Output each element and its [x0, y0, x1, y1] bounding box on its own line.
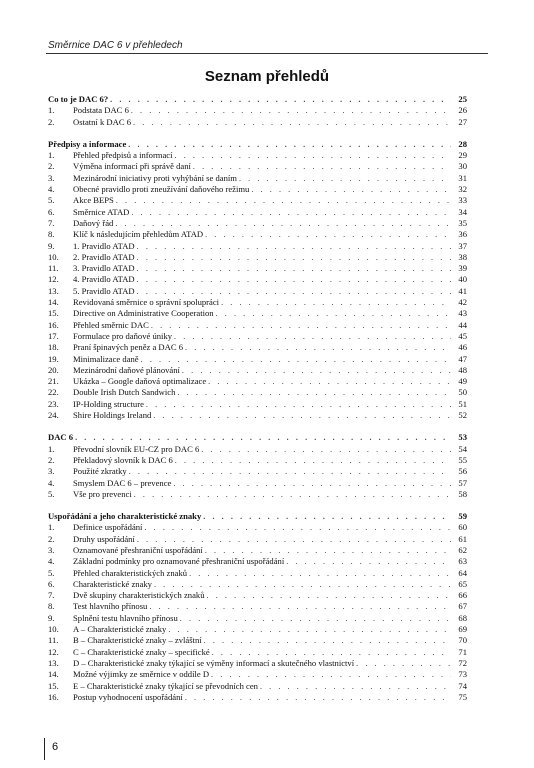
- dot-leader: [128, 139, 451, 150]
- toc-page-number: 30: [458, 161, 467, 172]
- toc-entry-title: Shire Holdings Ireland: [73, 410, 152, 421]
- dot-leader: [168, 624, 451, 635]
- toc-entry-number: 5.: [48, 195, 55, 206]
- toc-section-title: Uspořádání a jeho charakteristické znaky: [48, 511, 202, 522]
- toc-entry-number: 14.: [48, 669, 59, 680]
- dot-leader: [110, 94, 451, 105]
- toc-page-number: 38: [458, 251, 467, 262]
- toc-entry: [48, 534, 467, 545]
- toc-entry-number: 10.: [48, 624, 59, 635]
- dot-leader: [115, 218, 451, 229]
- toc-entry-title: Ukázka – Google daňová optimalizace: [73, 376, 207, 387]
- toc-entry-title: Postup vyhodnocení uspořádání: [73, 691, 183, 702]
- dot-leader: [144, 522, 451, 533]
- toc-entry-number: 4.: [48, 184, 55, 195]
- toc-entry-title: C – Charakteristické znaky – specifické: [73, 646, 210, 657]
- toc-entry-title: Použité zkratky: [73, 466, 127, 477]
- toc-entry: [48, 635, 467, 646]
- toc-entry-title: 1. Pravidlo ATAD: [73, 240, 135, 251]
- toc-page-number: 54: [458, 443, 467, 454]
- toc-entry-title: 2. Pravidlo ATAD: [73, 251, 135, 262]
- toc-entry-title: Revidovaná směrnice o správní spolupráci: [73, 297, 220, 308]
- dot-leader: [205, 229, 451, 240]
- toc-section-heading: [48, 511, 467, 522]
- toc-entry-number: 3.: [48, 466, 55, 477]
- toc-entry-number: 20.: [48, 364, 59, 375]
- toc-entry-number: 1.: [48, 150, 55, 161]
- toc-entry-title: Překladový slovník k DAC 6: [73, 454, 173, 465]
- toc-entry: [48, 342, 467, 353]
- toc-entry-number: 15.: [48, 680, 59, 691]
- dot-leader: [239, 173, 451, 184]
- toc-entry-title: Přehled předpisů a informací: [73, 150, 173, 161]
- toc-entry: [48, 466, 467, 477]
- page-number: 6: [52, 741, 59, 753]
- toc-entry-title: D – Charakteristické znaky týkající se výměny informací a skutečného vlastnictví: [73, 657, 355, 668]
- toc-page-number: 55: [458, 454, 467, 465]
- toc-entry: [48, 184, 467, 195]
- header-rule: [46, 53, 488, 54]
- toc-page-number: 64: [458, 567, 467, 578]
- toc-entry-number: 7.: [48, 217, 55, 228]
- dot-leader: [134, 489, 451, 500]
- toc-page-number: 65: [458, 578, 467, 589]
- dot-leader: [189, 568, 451, 579]
- toc-entry: [48, 308, 467, 319]
- toc-section-title: Co to je DAC 6?: [48, 94, 109, 104]
- toc-entry-title: Smyslem DAC 6 – prevence: [73, 477, 172, 488]
- dot-leader: [75, 432, 451, 443]
- toc-page-number: 58: [458, 488, 467, 499]
- toc-page-number: 28: [458, 138, 467, 149]
- toc-entry-title: Základní podmínky pro oznamované přeshraniční uspořádání: [73, 556, 285, 567]
- toc-entry-number: 2.: [48, 161, 55, 172]
- toc-entry-number: 17.: [48, 330, 59, 341]
- toc-entry: [48, 601, 467, 612]
- toc-page-number: 42: [458, 297, 467, 308]
- toc-page-number: 75: [458, 691, 467, 702]
- toc-entry-title: A – Charakteristické znaky: [73, 624, 167, 635]
- toc-entry: [48, 522, 467, 533]
- dot-leader: [221, 297, 451, 308]
- toc-entry-title: Oznamované přeshraniční uspořádání: [73, 544, 203, 555]
- toc-entry-title: E – Charakteristické znaky týkající se převodních cen: [73, 680, 258, 691]
- toc-entry-number: 22.: [48, 387, 59, 398]
- toc-entry-number: 14.: [48, 297, 59, 308]
- toc-entry-number: 6.: [48, 578, 55, 589]
- toc-entry: [48, 161, 467, 172]
- toc-entry-title: Přehled charakteristických znaků: [73, 567, 188, 578]
- dot-leader: [149, 601, 451, 612]
- toc-entry-title: Splnění testu hlavního přínosu: [73, 612, 178, 623]
- toc-section: [48, 432, 467, 500]
- toc-entry: [48, 117, 467, 128]
- toc-page-number: 53: [458, 432, 467, 443]
- toc-entry-number: 8.: [48, 229, 55, 240]
- dot-leader: [131, 105, 451, 116]
- toc-entry-title: Klíč k následujícím přehledům ATAD: [73, 229, 204, 240]
- toc-entry-title: Možné výjimky ze směrnice v oddíle D: [73, 669, 210, 680]
- dot-leader: [137, 241, 451, 252]
- toc-entry: [48, 658, 467, 669]
- dot-leader: [137, 286, 451, 297]
- toc-page-number: 63: [458, 556, 467, 567]
- dot-leader: [212, 647, 451, 658]
- dot-leader: [133, 117, 451, 128]
- toc-entry-number: 2.: [48, 454, 55, 465]
- toc-entry-number: 19.: [48, 353, 59, 364]
- toc-entry: [48, 590, 467, 601]
- toc-page-number: 73: [458, 669, 467, 680]
- toc-page-number: 61: [458, 533, 467, 544]
- toc-entry-number: 4.: [48, 477, 55, 488]
- dot-leader: [185, 692, 451, 703]
- toc-entry-title: Přehled směrnic DAC: [73, 319, 149, 330]
- toc-page-number: 39: [458, 263, 467, 274]
- toc-entry: [48, 365, 467, 376]
- toc-entry-number: 5.: [48, 567, 55, 578]
- dot-leader: [175, 455, 451, 466]
- toc-entry: [48, 624, 467, 635]
- dot-leader: [251, 184, 451, 195]
- dot-leader: [356, 658, 451, 669]
- toc-page-number: 33: [458, 195, 467, 206]
- dot-leader: [216, 308, 451, 319]
- dot-leader: [180, 613, 451, 624]
- toc-entry-title: Daňový řád: [73, 217, 114, 228]
- toc-entry-title: Podstata DAC 6: [73, 105, 129, 116]
- toc-entry: [48, 681, 467, 692]
- toc-page-number: 35: [458, 217, 467, 228]
- dot-leader: [286, 556, 451, 567]
- toc-entry: [48, 218, 467, 229]
- toc-entry-number: 16.: [48, 691, 59, 702]
- dot-leader: [175, 150, 451, 161]
- toc-page-number: 48: [458, 364, 467, 375]
- dot-leader: [182, 365, 451, 376]
- toc-entry: [48, 579, 467, 590]
- toc-page-number: 72: [458, 657, 467, 668]
- toc-page-number: 74: [458, 680, 467, 691]
- toc-page-number: 34: [458, 206, 467, 217]
- dot-leader: [137, 274, 451, 285]
- toc-entry-title: Minimalizace daně: [73, 353, 139, 364]
- toc-entry-title: Definice uspořádání: [73, 522, 143, 533]
- toc-entry-number: 1.: [48, 443, 55, 454]
- toc-entry: [48, 556, 467, 567]
- toc-entry-number: 3.: [48, 172, 55, 183]
- toc-section: [48, 94, 467, 128]
- dot-leader: [116, 195, 451, 206]
- toc-page-number: 68: [458, 612, 467, 623]
- toc-entry: [48, 669, 467, 680]
- toc-entry-title: 4. Pravidlo ATAD: [73, 274, 135, 285]
- toc-entry: [48, 354, 467, 365]
- toc-entry: [48, 545, 467, 556]
- toc-entry-number: 6.: [48, 206, 55, 217]
- toc-entry: [48, 692, 467, 703]
- toc-entry-number: 8.: [48, 601, 55, 612]
- dot-leader: [204, 635, 451, 646]
- page-title: Seznam přehledů: [204, 68, 330, 85]
- toc-entry-number: 13.: [48, 657, 59, 668]
- toc-entry: [48, 387, 467, 398]
- dot-leader: [153, 410, 451, 421]
- toc-section: [48, 139, 467, 421]
- dot-leader: [185, 342, 451, 353]
- toc-entry-number: 5.: [48, 488, 55, 499]
- toc-page-number: 27: [458, 116, 467, 127]
- toc-entry-number: 1.: [48, 522, 55, 533]
- toc-entry-number: 3.: [48, 544, 55, 555]
- toc-page-number: 46: [458, 342, 467, 353]
- toc-section-title: DAC 6: [48, 432, 74, 443]
- toc-page-number: 25: [458, 94, 467, 104]
- toc-page-number: 49: [458, 376, 467, 387]
- toc-section-title: Předpisy a informace: [48, 138, 127, 149]
- dot-leader: [151, 320, 451, 331]
- toc-entry: [48, 478, 467, 489]
- toc-entry: [48, 286, 467, 297]
- toc-page-number: 71: [458, 646, 467, 657]
- toc-entry-title: Dvě skupiny charakteristických znaků: [73, 590, 205, 601]
- toc-entry-title: 5. Pravidlo ATAD: [73, 285, 135, 296]
- toc-entry-title: Ostatní k DAC 6: [73, 116, 132, 127]
- toc-entry-number: 24.: [48, 410, 59, 421]
- dot-leader: [137, 252, 451, 263]
- toc-entry-title: IP-Holding structure: [73, 398, 144, 409]
- toc-entry-title: B – Charakteristické znaky – zvláštní: [73, 635, 202, 646]
- toc-page-number: 40: [458, 274, 467, 285]
- toc-page-number: 36: [458, 229, 467, 240]
- footer-rule: [44, 738, 45, 760]
- toc-entry: [48, 399, 467, 410]
- toc-page-number: 66: [458, 590, 467, 601]
- toc-page-number: 29: [458, 150, 467, 161]
- dot-leader: [154, 579, 451, 590]
- dot-leader: [173, 478, 451, 489]
- toc-entry-number: 18.: [48, 342, 59, 353]
- toc-entry: [48, 150, 467, 161]
- toc-page-number: 47: [458, 353, 467, 364]
- toc-entry: [48, 410, 467, 421]
- toc-entry-title: Praní špinavých peněz a DAC 6: [73, 342, 184, 353]
- toc-page-number: 60: [458, 522, 467, 533]
- toc-entry: [48, 173, 467, 184]
- toc-section-heading: [48, 432, 467, 443]
- dot-leader: [174, 331, 451, 342]
- toc-entry-number: 4.: [48, 556, 55, 567]
- toc-entry: [48, 376, 467, 387]
- dot-leader: [141, 354, 451, 365]
- toc-section-heading: [48, 94, 467, 105]
- toc-entry-number: 11.: [48, 635, 59, 646]
- toc-page-number: 37: [458, 240, 467, 251]
- toc-page-number: 70: [458, 635, 467, 646]
- toc-entry-title: Mezinárodní iniciativy proti vyhýbání se daním: [73, 172, 237, 183]
- dot-leader: [137, 534, 451, 545]
- toc-page-number: 43: [458, 308, 467, 319]
- table-of-contents: [48, 94, 467, 714]
- toc-entry: [48, 647, 467, 658]
- toc-page-number: 62: [458, 544, 467, 555]
- toc-entry: [48, 229, 467, 240]
- toc-entry: [48, 320, 467, 331]
- toc-entry-title: Výměna informací při správě daní: [73, 161, 191, 172]
- toc-entry-number: 12.: [48, 274, 59, 285]
- toc-entry: [48, 444, 467, 455]
- toc-entry: [48, 105, 467, 116]
- toc-entry-number: 16.: [48, 319, 59, 330]
- dot-leader: [211, 669, 451, 680]
- toc-entry: [48, 252, 467, 263]
- toc-entry-number: 7.: [48, 590, 55, 601]
- toc-entry: [48, 568, 467, 579]
- toc-page-number: 69: [458, 624, 467, 635]
- toc-section: [48, 511, 467, 703]
- toc-page-number: 50: [458, 387, 467, 398]
- dot-leader: [205, 545, 451, 556]
- toc-entry-title: Vše pro prevenci: [73, 488, 132, 499]
- toc-entry: [48, 207, 467, 218]
- toc-entry-number: 2.: [48, 533, 55, 544]
- toc-entry: [48, 263, 467, 274]
- toc-page-number: 56: [458, 466, 467, 477]
- dot-leader: [203, 511, 451, 522]
- dot-leader: [137, 263, 451, 274]
- dot-leader: [193, 161, 451, 172]
- toc-entry-title: Double Irish Dutch Sandwich: [73, 387, 176, 398]
- toc-entry-number: 12.: [48, 646, 59, 657]
- toc-page-number: 32: [458, 184, 467, 195]
- toc-entry-title: Převodní slovník EU-CZ pro DAC 6: [73, 443, 200, 454]
- dot-leader: [208, 376, 451, 387]
- toc-entry: [48, 455, 467, 466]
- toc-entry-title: Směrnice ATAD: [73, 206, 130, 217]
- toc-page-number: 59: [458, 511, 467, 522]
- toc-entry-title: Obecné pravidlo proti zneužívání daňového režimu: [73, 184, 250, 195]
- toc-page-number: 26: [458, 105, 467, 116]
- toc-page-number: 41: [458, 285, 467, 296]
- dot-leader: [177, 387, 451, 398]
- toc-entry: [48, 331, 467, 342]
- toc-entry-title: Formulace pro daňové úniky: [73, 330, 173, 341]
- toc-entry-number: 11.: [48, 263, 59, 274]
- toc-entry-number: 23.: [48, 398, 59, 409]
- toc-entry-title: Akce BEPS: [73, 195, 114, 206]
- toc-entry-number: 10.: [48, 251, 59, 262]
- dot-leader: [146, 399, 451, 410]
- toc-entry-number: 9.: [48, 612, 55, 623]
- dot-leader: [207, 590, 452, 601]
- dot-leader: [201, 444, 451, 455]
- toc-entry-number: 13.: [48, 285, 59, 296]
- dot-leader: [260, 681, 451, 692]
- toc-entry-title: Charakteristické znaky: [73, 578, 152, 589]
- dot-leader: [131, 207, 451, 218]
- toc-entry: [48, 241, 467, 252]
- toc-page-number: 51: [458, 398, 467, 409]
- toc-entry-title: Test hlavního přínosu: [73, 601, 148, 612]
- toc-entry: [48, 297, 467, 308]
- toc-entry-number: 21.: [48, 376, 59, 387]
- toc-entry: [48, 195, 467, 206]
- dot-leader: [129, 466, 451, 477]
- toc-page-number: 52: [458, 410, 467, 421]
- toc-page-number: 67: [458, 601, 467, 612]
- toc-page-number: 44: [458, 319, 467, 330]
- toc-entry: [48, 613, 467, 624]
- toc-entry-number: 9.: [48, 240, 55, 251]
- toc-entry-number: 15.: [48, 308, 59, 319]
- toc-page-number: 45: [458, 330, 467, 341]
- toc-entry-title: Mezinárodní daňové plánování: [73, 364, 180, 375]
- toc-page-number: 57: [458, 477, 467, 488]
- toc-entry-number: 2.: [48, 116, 55, 127]
- toc-page-number: 31: [458, 172, 467, 183]
- toc-entry-title: Directive on Administrative Cooperation: [73, 308, 214, 319]
- toc-entry-number: 1.: [48, 105, 55, 116]
- toc-entry-title: 3. Pravidlo ATAD: [73, 263, 135, 274]
- toc-entry-title: Druhy uspořádání: [73, 533, 135, 544]
- toc-entry: [48, 489, 467, 500]
- toc-entry: [48, 274, 467, 285]
- running-header: Směrnice DAC 6 v přehledech: [48, 40, 183, 51]
- toc-section-heading: [48, 139, 467, 150]
